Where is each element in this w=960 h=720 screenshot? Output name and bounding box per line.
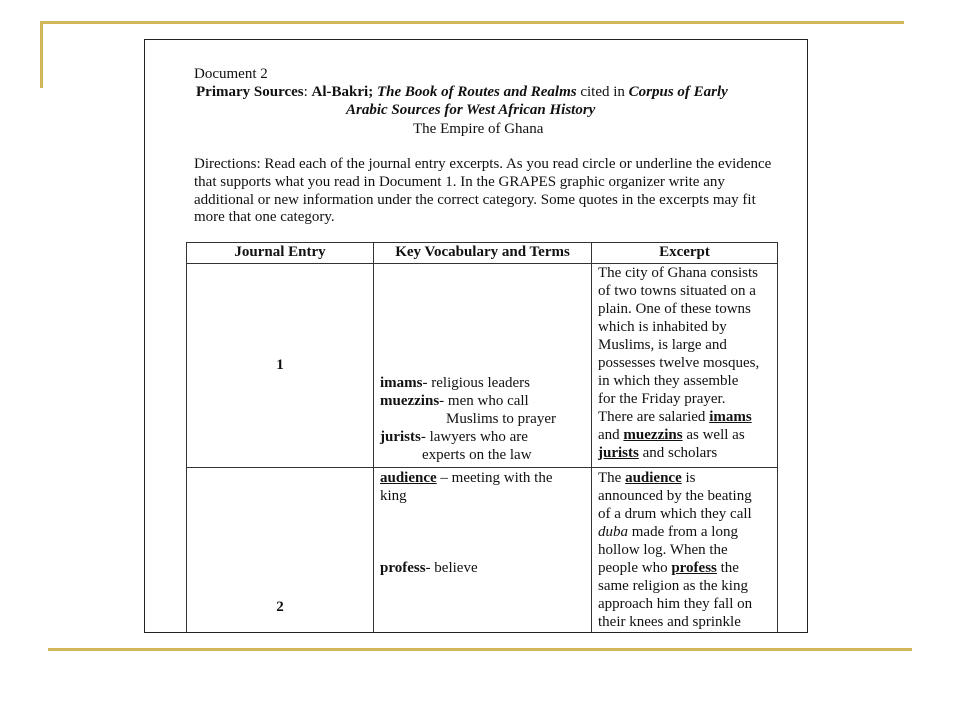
excerpt-line: announced by the beating [598,488,752,504]
entry-number: 2 [276,599,284,615]
slide-left-rule [40,21,43,88]
vocab-item: muezzins- men who call [380,393,529,409]
excerpt-line: plain. One of these towns [598,301,751,317]
excerpt-line: There are salaried imams [598,409,752,425]
header-key-vocabulary: Key Vocabulary and Terms [374,243,592,264]
highlight-imams: imams [709,409,752,425]
excerpt-line: approach him they fall on [598,596,753,612]
journal-table [186,242,778,633]
table-header-row [187,243,778,264]
excerpt-cell [592,468,778,634]
excerpt-line: people who profess the [598,560,739,576]
italic-duba: duba [598,524,628,540]
slide-bottom-rule [48,648,912,651]
excerpt-line: hollow log. When the [598,542,728,558]
excerpt-line: which is inhabited by [598,319,727,335]
vocab-item: audience – meeting with the [380,470,553,486]
excerpt-line: possesses twelve mosques, [598,355,760,371]
vocab-continuation: king [380,488,407,504]
document-image [144,39,808,633]
vocab-item: imams- religious leaders [380,375,530,391]
primary-sources-label: Primary Sources [196,84,304,100]
highlight-profess: profess [671,560,717,576]
excerpt-line: jurists and scholars [598,445,718,461]
excerpt-line: and muezzins as well as [598,427,745,443]
excerpt-line: of a drum which they call [598,506,752,522]
vocab-continuation: experts on the law [422,447,532,463]
excerpt-line: of two towns situated on a [598,283,756,299]
vocab-cell [374,264,592,468]
excerpt-cell [592,264,778,468]
highlight-audience: audience [625,470,682,486]
vocab-item: jurists- lawyers who are [380,429,528,445]
document-number: Document 2 [194,66,268,82]
author-name: Al-Bakri; [311,84,374,100]
excerpt-line: their knees and sprinkle [598,614,741,630]
excerpt-line: in which they assemble [598,373,739,389]
entry-cell [187,468,374,634]
directions-line: additional or new information under the correct category. Some quotes in the excerpts may fit [194,192,756,208]
work-title: The Book of Routes and Realms [376,84,577,100]
directions-line: Directions: Read each of the journal entry excerpts. As you read circle or underline the evidence [194,156,772,172]
highlight-muezzins: muezzins [623,427,683,443]
document-subtitle: The Empire of Ghana [413,121,544,137]
vocab-cell [374,468,592,634]
excerpt-line: duba made from a long [598,524,738,540]
cited-in-text: cited in [580,84,625,100]
highlight-jurists: jurists [598,445,639,461]
vocab-continuation: Muslims to prayer [446,411,556,427]
header-journal-entry: Journal Entry [187,243,374,264]
slide-top-rule [40,21,904,24]
directions-line: that supports what you read in Document 1. In the GRAPES graphic organizer write any [194,174,725,190]
corpus-title-part1: Corpus of Early [628,84,728,100]
primary-sources-line: Primary Sources: Al-Bakri; The Book of Routes and Realms cited in Corpus of Early [196,84,728,100]
excerpt-line: for the Friday prayer. [598,391,726,407]
excerpt-line: Muslims, is large and [598,337,727,353]
vocab-item: profess- believe [380,560,478,576]
table-row [187,468,778,634]
corpus-title-part2: Arabic Sources for West African History [346,102,596,118]
directions-line: more that one category. [194,209,335,225]
excerpt-line: same religion as the king [598,578,748,594]
excerpt-line: The audience is [598,470,696,486]
excerpt-line: The city of Ghana consists [598,265,758,281]
entry-number: 1 [276,357,284,373]
header-excerpt: Excerpt [592,243,778,264]
entry-cell [187,264,374,468]
table-row [187,264,778,468]
